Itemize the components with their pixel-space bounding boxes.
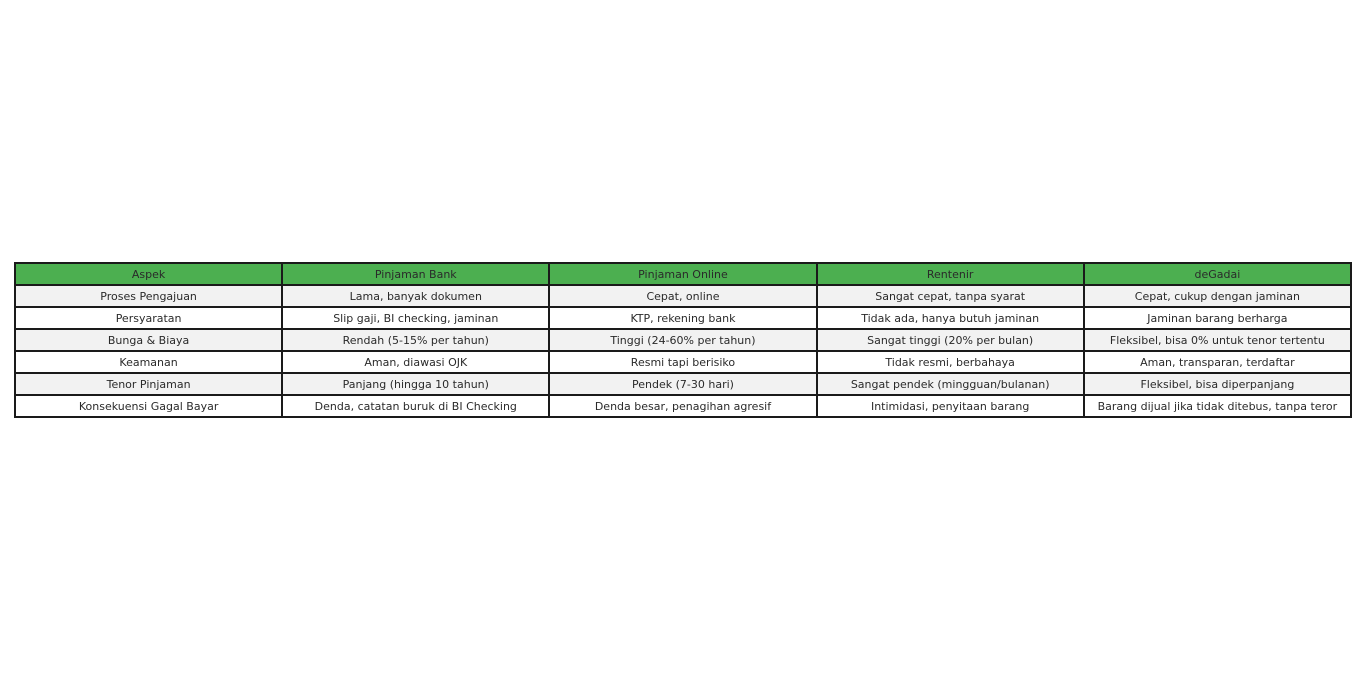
table-cell: Panjang (hingga 10 tahun) [282,373,549,395]
table-row [15,329,1351,351]
table-cell: Aman, diawasi OJK [282,351,549,373]
table-cell: KTP, rekening bank [549,307,816,329]
table-cell: Tinggi (24-60% per tahun) [549,329,816,351]
table-cell: Persyaratan [15,307,282,329]
table-row [15,395,1351,417]
table-cell: Resmi tapi berisiko [549,351,816,373]
table-cell: Tidak resmi, berbahaya [817,351,1084,373]
table-cell: Slip gaji, BI checking, jaminan [282,307,549,329]
table-cell: Jaminan barang berharga [1084,307,1351,329]
table-cell: Konsekuensi Gagal Bayar [15,395,282,417]
table-cell: Lama, banyak dokumen [282,285,549,307]
table-cell: Proses Pengajuan [15,285,282,307]
table-cell: Barang dijual jika tidak ditebus, tanpa teror [1084,395,1351,417]
header-cell-degadai: deGadai [1084,263,1351,285]
comparison-table [14,262,1352,418]
table-header [15,263,1351,285]
table-cell: Intimidasi, penyitaan barang [817,395,1084,417]
table-cell: Rendah (5-15% per tahun) [282,329,549,351]
table-cell: Denda, catatan buruk di BI Checking [282,395,549,417]
table-cell: Fleksibel, bisa diperpanjang [1084,373,1351,395]
header-cell-rentenir: Rentenir [817,263,1084,285]
table-row [15,373,1351,395]
table-cell: Tenor Pinjaman [15,373,282,395]
table-row [15,285,1351,307]
table-cell: Fleksibel, bisa 0% untuk tenor tertentu [1084,329,1351,351]
table-cell: Cepat, cukup dengan jaminan [1084,285,1351,307]
table-cell: Sangat tinggi (20% per bulan) [817,329,1084,351]
table-body [15,285,1351,417]
table-cell: Sangat pendek (mingguan/bulanan) [817,373,1084,395]
table-cell: Bunga & Biaya [15,329,282,351]
table-row [15,307,1351,329]
table-cell: Denda besar, penagihan agresif [549,395,816,417]
header-cell-pinjaman-online: Pinjaman Online [549,263,816,285]
header-cell-aspek: Aspek [15,263,282,285]
table-cell: Pendek (7-30 hari) [549,373,816,395]
table-cell: Cepat, online [549,285,816,307]
table-cell: Sangat cepat, tanpa syarat [817,285,1084,307]
header-cell-pinjaman-bank: Pinjaman Bank [282,263,549,285]
table-cell: Tidak ada, hanya butuh jaminan [817,307,1084,329]
table-cell: Keamanan [15,351,282,373]
comparison-table-container [14,262,1352,418]
header-row [15,263,1351,285]
table-row [15,351,1351,373]
table-cell: Aman, transparan, terdaftar [1084,351,1351,373]
